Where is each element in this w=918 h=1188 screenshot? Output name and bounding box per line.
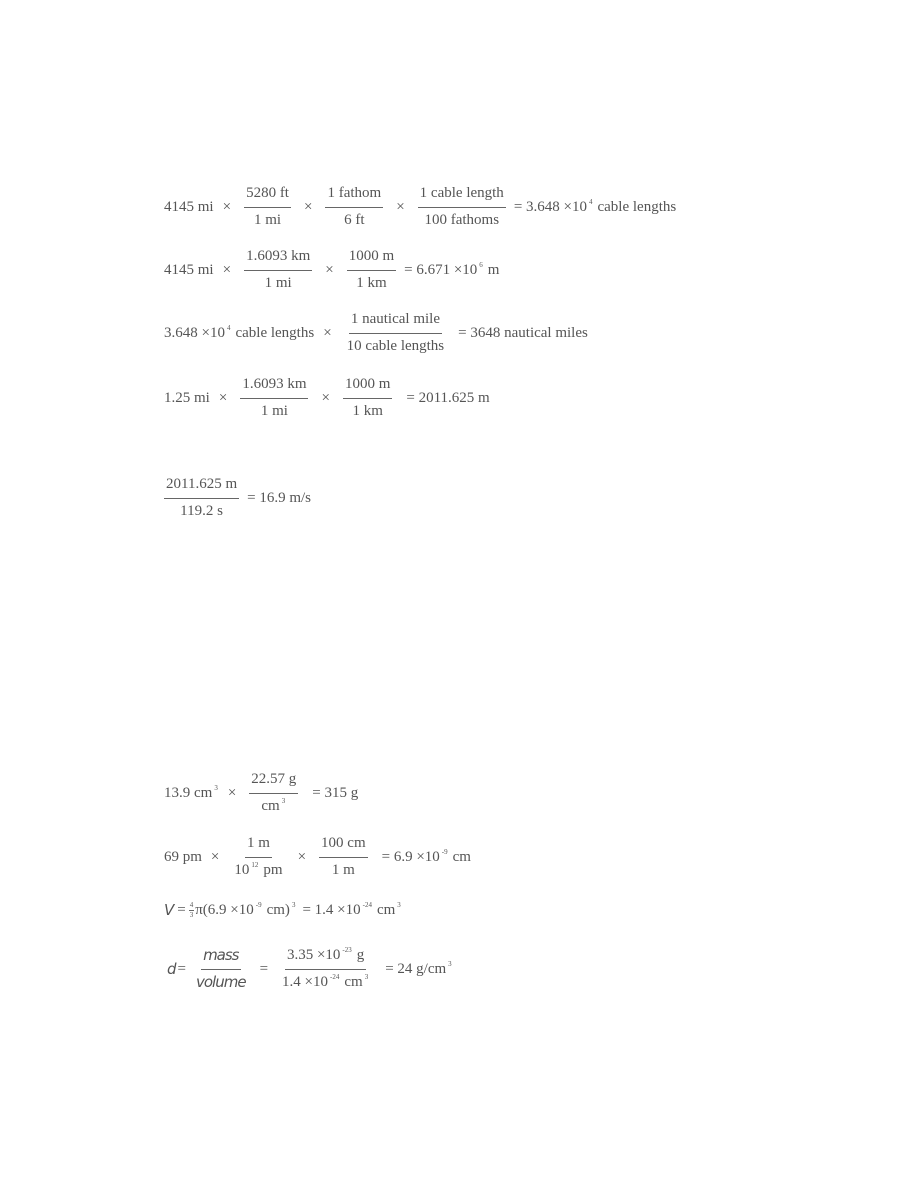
times-sign: × xyxy=(321,389,330,406)
denominator: volume xyxy=(196,973,246,991)
times-sign: × xyxy=(222,261,232,278)
conversion-factor xyxy=(418,186,506,228)
conversion-factor xyxy=(244,249,312,291)
times-sign: × xyxy=(297,848,307,865)
denominator: cm $^3$ xyxy=(261,797,286,814)
denominator: 6 ft xyxy=(344,212,365,228)
denominator: 100 fathoms xyxy=(424,212,500,228)
numerator: 5280 ft xyxy=(244,186,291,208)
density-symbol: d xyxy=(167,959,176,978)
equals-sign: = xyxy=(177,902,186,918)
denominator: 1 mi xyxy=(264,275,292,291)
equation-volume-to-mass xyxy=(164,772,358,814)
density-definition xyxy=(194,948,248,990)
result: = 1.4 ×10 $^{-24}$ cm $^3$ xyxy=(302,901,401,918)
equation-sphere-volume xyxy=(164,902,402,919)
times-sign: × xyxy=(227,784,237,801)
numerator: 1 cable length xyxy=(418,186,506,208)
numerator: 100 cm xyxy=(319,836,368,858)
denominator: 10 cable lengths xyxy=(346,338,445,354)
times-sign: × xyxy=(396,198,405,215)
conversion-factor xyxy=(343,377,392,419)
conversion-factor xyxy=(240,377,308,419)
equals-sign: = xyxy=(259,960,269,977)
conversion-factor xyxy=(232,836,284,878)
denominator: 119.2 s xyxy=(180,503,223,519)
denominator: 1 km xyxy=(352,403,383,419)
denominator: 10 $^{12}$ pm xyxy=(234,861,283,878)
conversion-factor xyxy=(244,186,291,228)
quantity: 69 pm xyxy=(164,848,202,865)
denominator: 1 m xyxy=(331,862,355,878)
equation-density xyxy=(164,948,453,990)
times-sign: × xyxy=(222,198,232,215)
numerator: 22.57 g xyxy=(249,772,298,794)
quantity: 4145 mi xyxy=(164,198,214,215)
numerator: 2011.625 m xyxy=(164,477,239,499)
conversion-factor xyxy=(325,186,383,228)
numerator: 3.35 ×10 $^{-23}$ g xyxy=(285,948,366,970)
quantity: 13.9 cm $^3$ xyxy=(164,783,218,801)
pi-expression: π(6.9 ×10 $^{-9}$ cm) $^3$ xyxy=(195,901,296,918)
times-sign: × xyxy=(210,848,220,865)
equation-miles-to-cable-lengths xyxy=(164,186,676,228)
times-sign: × xyxy=(323,324,332,341)
result: = 24 g/cm $^3$ xyxy=(385,959,452,977)
volume-symbol: V xyxy=(164,901,174,919)
quantity: 1.25 mi xyxy=(164,389,210,406)
numerator: 1 nautical mile xyxy=(349,312,442,334)
quantity: 4145 mi xyxy=(164,261,214,278)
conversion-factor xyxy=(347,249,396,291)
result: = 3648 nautical miles xyxy=(458,324,588,341)
density-factor xyxy=(249,772,298,814)
result: = 3.648 ×10 $^4$ cable lengths xyxy=(513,197,677,215)
four-thirds-fraction: $\frac{4}{3}$ xyxy=(189,901,194,919)
times-sign: × xyxy=(325,261,334,278)
equation-picometers-to-centimeters xyxy=(164,836,471,878)
numerator: mass xyxy=(201,948,240,970)
equation-quarter-mile-to-meters xyxy=(164,377,490,419)
numerator: 1 fathom xyxy=(325,186,383,208)
equation-speed xyxy=(164,477,311,519)
times-sign: × xyxy=(218,389,228,406)
speed-fraction xyxy=(164,477,239,519)
equals-sign: = xyxy=(177,960,186,977)
equation-miles-to-meters xyxy=(164,249,499,291)
result: = 2011.625 m xyxy=(406,389,490,406)
quantity: 3.648 ×10 $^4$ cable lengths xyxy=(164,323,315,341)
result: = 6.671 ×10 $^6$ m xyxy=(404,260,500,278)
result: = 315 g xyxy=(312,784,359,801)
numerator: 1.6093 km xyxy=(244,249,312,271)
numerator: 1000 m xyxy=(343,377,392,399)
denominator: 1 km xyxy=(356,275,387,291)
equation-cable-lengths-to-nautical-miles xyxy=(164,312,588,354)
numerator: 1 m xyxy=(245,836,272,858)
conversion-factor xyxy=(345,312,446,354)
denominator: 1 mi xyxy=(253,212,282,228)
density-values xyxy=(280,948,371,990)
numerator: 1000 m xyxy=(347,249,396,271)
denominator: 1 mi xyxy=(260,403,288,419)
denominator: 1.4 ×10 $^{-24}$ cm $^3$ xyxy=(282,973,369,990)
result: = 16.9 m/s xyxy=(247,489,312,506)
times-sign: × xyxy=(303,198,313,215)
result: = 6.9 ×10 $^{-9}$ cm xyxy=(381,847,471,865)
numerator: 1.6093 km xyxy=(240,377,308,399)
conversion-factor xyxy=(319,836,368,878)
